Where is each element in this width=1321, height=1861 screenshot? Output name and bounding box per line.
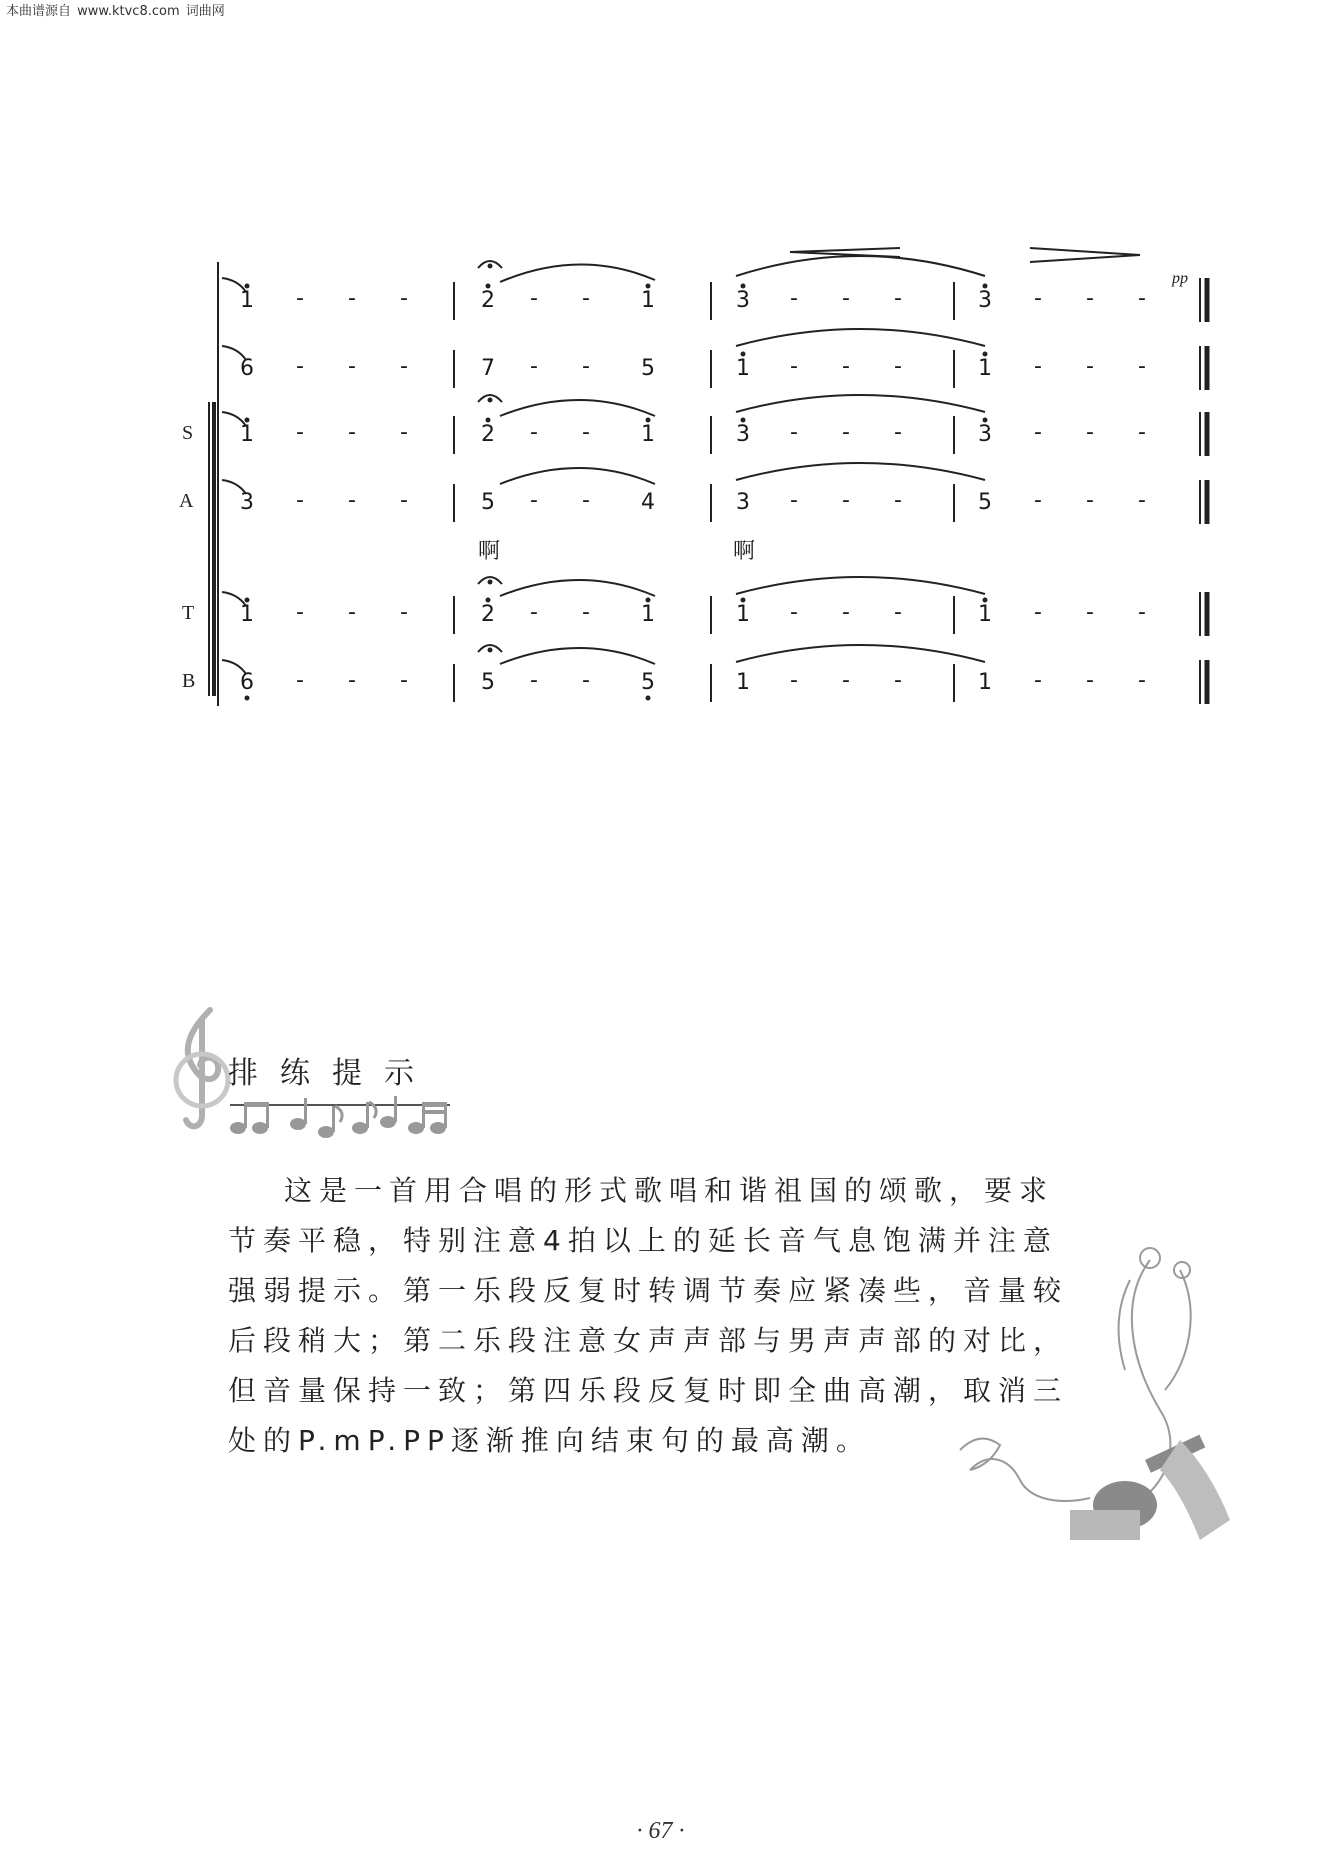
note: 1 — [736, 670, 750, 695]
sustain-dash: - — [348, 600, 356, 625]
note: 3 — [736, 422, 750, 447]
sustain-dash: - — [1086, 286, 1094, 311]
sustain-dash: - — [582, 668, 590, 693]
part-label-bass: B — [182, 670, 196, 692]
slurs — [222, 256, 985, 674]
note: 2 — [481, 422, 495, 447]
sustain-dash: - — [894, 420, 902, 445]
sustain-dash: - — [582, 488, 590, 513]
sustain-dash: - — [582, 420, 590, 445]
sustain-dash: - — [530, 488, 538, 513]
sustain-dash: - — [842, 354, 850, 379]
part-label-tenor: T — [182, 602, 195, 624]
sustain-dash: - — [582, 600, 590, 625]
sustain-dash: - — [790, 354, 798, 379]
source-site: www.ktvc8.com — [77, 4, 180, 19]
sustain-dash: - — [1034, 600, 1042, 625]
sustain-dash: - — [1034, 286, 1042, 311]
sustain-dash: - — [296, 600, 304, 625]
sustain-dash: - — [894, 668, 902, 693]
fermata-dots — [488, 264, 493, 653]
sustain-dash: - — [894, 600, 902, 625]
lyric: 啊 — [733, 539, 756, 564]
note: 5 — [481, 490, 495, 515]
sustain-dash: - — [530, 420, 538, 445]
note: 1 — [736, 602, 750, 627]
sustain-dash: - — [530, 668, 538, 693]
note: 3 — [978, 422, 992, 447]
note: 7 — [481, 356, 495, 381]
score-lines — [0, 0, 1321, 760]
sustain-dash: - — [296, 354, 304, 379]
sustain-dash: - — [400, 286, 408, 311]
sustain-dash: - — [842, 286, 850, 311]
sustain-dash: - — [1138, 420, 1146, 445]
sustain-dash: - — [296, 420, 304, 445]
note: 1 — [240, 422, 254, 447]
sustain-dash: - — [790, 420, 798, 445]
note: 1 — [978, 670, 992, 695]
sustain-dash: - — [348, 420, 356, 445]
note: 5 — [978, 490, 992, 515]
note: 2 — [481, 288, 495, 313]
sustain-dash: - — [400, 668, 408, 693]
sustain-dash: - — [400, 420, 408, 445]
note: 6 — [240, 356, 254, 381]
sustain-dash: - — [400, 354, 408, 379]
note: 1 — [978, 602, 992, 627]
sustain-dash: - — [1086, 600, 1094, 625]
sustain-dash: - — [790, 600, 798, 625]
sustain-dash: - — [1034, 354, 1042, 379]
sustain-dash: - — [1086, 668, 1094, 693]
sustain-dash: - — [894, 286, 902, 311]
note: 1 — [641, 288, 655, 313]
sustain-dash: - — [842, 600, 850, 625]
sustain-dash: - — [842, 488, 850, 513]
note: 2 — [481, 602, 495, 627]
note: 6 — [240, 670, 254, 695]
sustain-dash: - — [400, 488, 408, 513]
source-site-name: 词曲网 — [185, 4, 225, 19]
final-bar-lines — [1200, 278, 1207, 704]
sustain-dash: - — [1086, 488, 1094, 513]
sustain-dash: - — [296, 286, 304, 311]
sustain-dash: - — [582, 286, 590, 311]
note: 1 — [641, 422, 655, 447]
rehearsal-paragraph: 这是一首用合唱的形式歌唱和谐祖国的颂歌，要求节奏平稳，特别注意4拍以上的延长音气息饱满并注意强弱提示。第一乐段反复时转调节奏应紧凑些，音量较后段稍大；第二乐段注意女声声部与男声声部的对比，但音量保持一致；第四乐段反复时即全曲高潮，取消三处的P.mP.PP逐渐推向结束句的最高潮。 — [228, 1174, 1069, 1457]
sustain-dash: - — [1034, 488, 1042, 513]
note: 1 — [240, 602, 254, 627]
note: 1 — [240, 288, 254, 313]
source-label: 本曲谱源自 — [6, 4, 72, 19]
dynamic-marking: pp — [1172, 270, 1188, 287]
note: 5 — [641, 670, 655, 695]
fermatas — [478, 261, 502, 652]
sustain-dash: - — [296, 488, 304, 513]
sustain-dash: - — [1138, 668, 1146, 693]
sustain-dash: - — [894, 354, 902, 379]
lyric: 啊 — [478, 539, 501, 564]
sustain-dash: - — [1138, 286, 1146, 311]
sustain-dash: - — [530, 286, 538, 311]
section-title: 排练提示 — [228, 1056, 436, 1091]
sustain-dash: - — [582, 354, 590, 379]
bar-lines — [454, 282, 954, 702]
sustain-dash: - — [1086, 420, 1094, 445]
sustain-dash: - — [790, 668, 798, 693]
page-number: · 67 · — [636, 1818, 685, 1844]
sustain-dash: - — [1138, 354, 1146, 379]
sustain-dash: - — [296, 668, 304, 693]
sustain-dash: - — [530, 354, 538, 379]
sustain-dash: - — [790, 286, 798, 311]
hairpins — [790, 248, 1140, 262]
sustain-dash: - — [348, 488, 356, 513]
note: 3 — [240, 490, 254, 515]
note: 1 — [978, 356, 992, 381]
note: 3 — [736, 490, 750, 515]
music-notes-icon — [226, 1092, 466, 1140]
sustain-dash: - — [842, 668, 850, 693]
note: 1 — [641, 602, 655, 627]
note: 5 — [641, 356, 655, 381]
note: 1 — [736, 356, 750, 381]
part-label-soprano: S — [182, 422, 194, 444]
note: 4 — [641, 490, 655, 515]
note: 3 — [736, 288, 750, 313]
sustain-dash: - — [1086, 354, 1094, 379]
note: 5 — [481, 670, 495, 695]
sustain-dash: - — [530, 600, 538, 625]
sustain-dash: - — [1138, 488, 1146, 513]
sustain-dash: - — [348, 286, 356, 311]
note: 3 — [978, 288, 992, 313]
part-label-alto: A — [179, 490, 194, 512]
sustain-dash: - — [842, 420, 850, 445]
sustain-dash: - — [348, 354, 356, 379]
sustain-dash: - — [1034, 668, 1042, 693]
sustain-dash: - — [1138, 600, 1146, 625]
sustain-dash: - — [1034, 420, 1042, 445]
decorative-instruments-icon — [950, 1240, 1250, 1560]
sustain-dash: - — [400, 600, 408, 625]
sustain-dash: - — [894, 488, 902, 513]
sustain-dash: - — [790, 488, 798, 513]
sustain-dash: - — [348, 668, 356, 693]
